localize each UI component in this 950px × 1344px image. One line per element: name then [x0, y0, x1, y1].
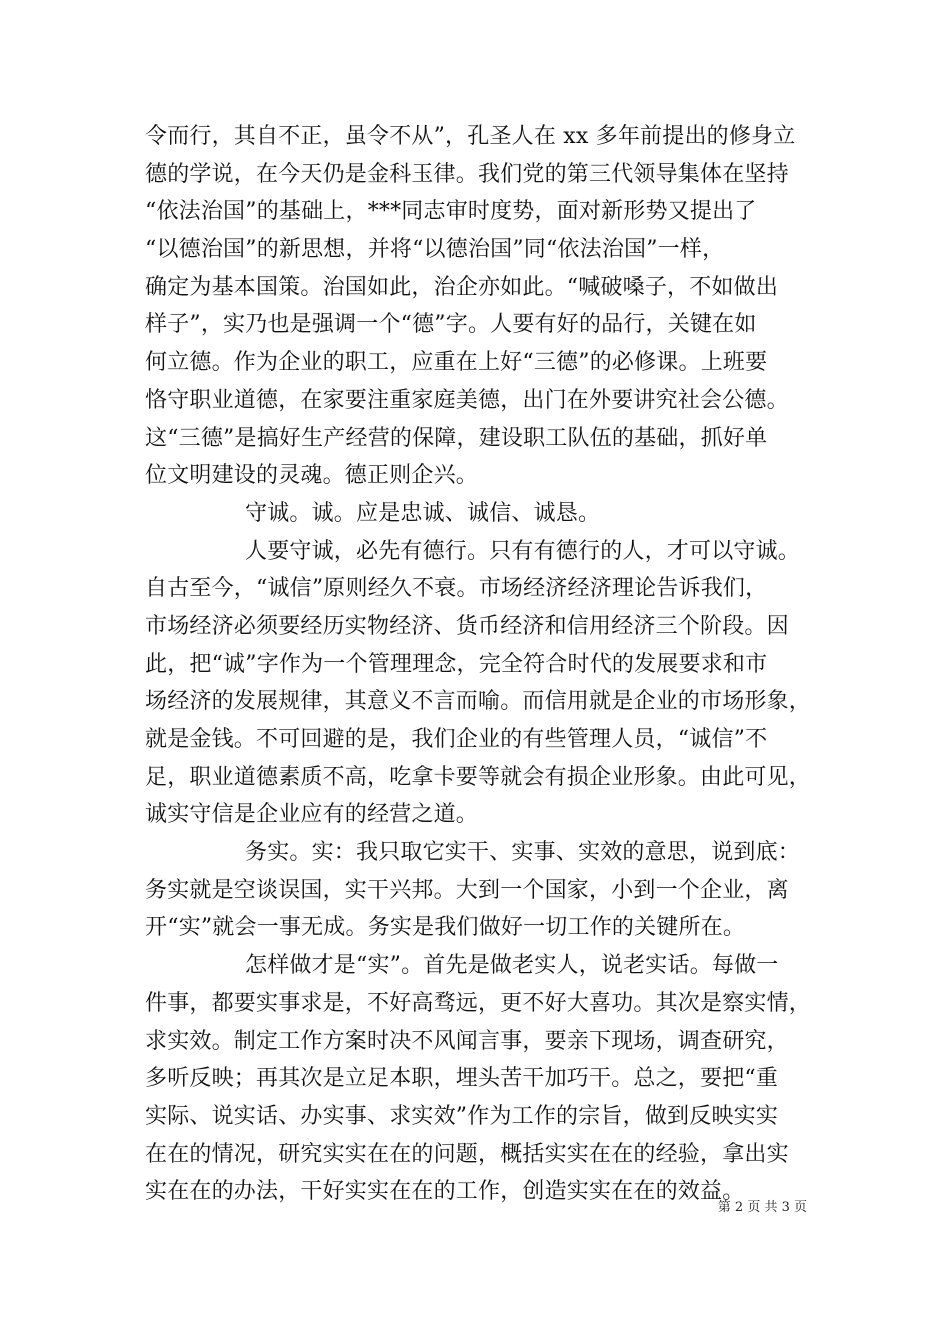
text-line: 此，把“诚”字作为一个管理理念，完全符合时代的发展要求和市 [145, 651, 768, 677]
text-line: 在在的情况，研究实实在在的问题，概括实实在在的经验，拿出实 [145, 1141, 789, 1167]
page-number-footer: 第 2 页 共 3 页 [717, 1200, 807, 1215]
paragraph-start-line: 务实。实：我只取它实干、实事、实效的意思，说到底： [245, 840, 801, 866]
text-line: 德的学说，在今天仍是金科玉律。我们党的第三代领导集体在坚持 [145, 161, 789, 187]
text-line: “以德治国”的新思想，并将“以德治国”同“依法治国”一样， [145, 237, 725, 263]
text-line: 实在在的办法，干好实实在在的工作，创造实实在在的效益。 [145, 1179, 745, 1205]
text-line: 何立德。作为企业的职工，应重在上好“三德”的必修课。上班要 [145, 350, 768, 376]
text-line: 实际、说实话、办实事、求实效”作为工作的宗旨，做到反映实实 [145, 1103, 779, 1129]
text-line: 市场经济必须要经历实物经济、货币经济和信用经济三个阶段。因 [145, 613, 789, 639]
document-body [145, 118, 812, 1211]
paragraph-start-line: 守诚。诚。应是忠诚、诚信、诚恳。 [245, 500, 601, 526]
text-line: 诚实守信是企业应有的经营之道。 [145, 802, 479, 828]
text-line: 开“实”就会一事无成。务实是我们做好一切工作的关键所在。 [145, 915, 746, 941]
text-line: 场经济的发展规律，其意义不言而喻。而信用就是企业的市场形象， [145, 689, 812, 715]
text-line: 恪守职业道德，在家要注重家庭美德，出门在外要讲究社会公德。 [145, 387, 789, 413]
text-line: 求实效。制定工作方案时决不风闻言事，要亲下现场，调查研究， [145, 1028, 789, 1054]
text-line: 令而行，其自不正，虽令不从”，孔圣人在 xx 多年前提出的修身立 [145, 124, 796, 149]
text-line: 多听反映；再其次是立足本职，埋头苦干加巧干。总之，要把“重 [145, 1066, 779, 1092]
text-line: 这“三德”是搞好生产经营的保障，建设职工队伍的基础，抓好单 [145, 425, 768, 451]
paragraph-start-line: 怎样做才是“实”。首先是做老实人，说老实话。每做一 [245, 953, 779, 979]
text-line: 件事，都要实事求是，不好高骛远，更不好大喜功。其次是察实情， [145, 990, 812, 1016]
paragraph-start-line: 人要守诚，必先有德行。只有有德行的人，才可以守诚。 [245, 538, 801, 564]
text-line: 足，职业道德素质不高，吃拿卡要等就会有损企业形象。由此可见， [145, 764, 812, 790]
text-line: 就是金钱。不可回避的是，我们企业的有些管理人员，“诚信”不 [145, 727, 768, 752]
text-line: 位文明建设的灵魂。德正则企兴。 [145, 463, 479, 489]
text-line: 确定为基本国策。治国如此，治企亦如此。“喊破嗓子，不如做出 [145, 274, 779, 300]
text-line: “依法治国”的基础上，***同志审时度势，面对新形势又提出了 [145, 199, 757, 225]
text-line: 务实就是空谈误国，实干兴邦。大到一个国家，小到一个企业，离 [145, 877, 789, 903]
text-line: 自古至今，“诚信”原则经久不衰。市场经济经济理论告诉我们， [145, 576, 768, 602]
text-line: 样子”，实乃也是强调一个“德”字。人要有好的品行，关键在如 [145, 312, 757, 338]
